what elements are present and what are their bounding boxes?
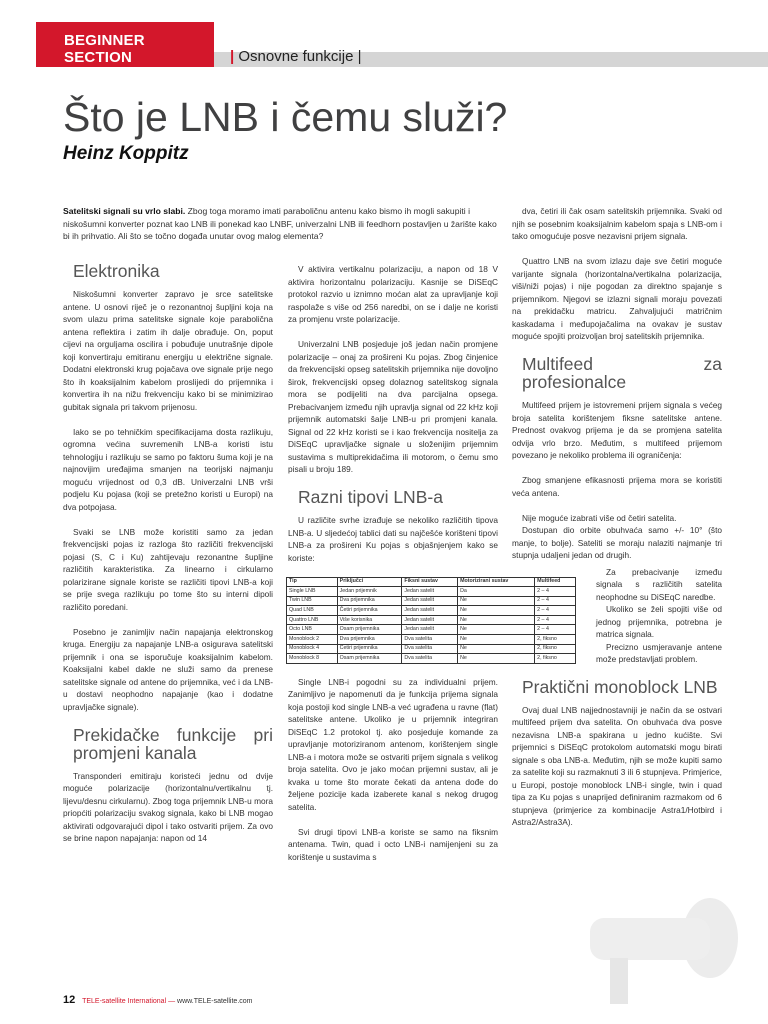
paragraph: Posebno je zanimljiv način napajanja elektronskog kruga. Energiju za napajanje LNB-a osigurava satelitski prijemnik i ona se isporučuje koaksijalnim kabelom. Koaksijalni kabel dakle ne služi samo da prenese satelitske signale od antene do prijemnika, već i da LNB-u dostavi neophodno napajanje (kao i dodatne upravljačke signale). bbox=[63, 626, 273, 712]
intro-lead: Satelitski signali su vrlo slabi. bbox=[63, 206, 186, 216]
table-cell: Dva prijemnika bbox=[337, 635, 402, 645]
image-row bbox=[512, 566, 722, 666]
lnb-connector bbox=[610, 958, 628, 1004]
column-header: Motorizirani sustav bbox=[458, 577, 535, 587]
paragraph: Zbog smanjene efikasnosti prijema mora se koristiti veća antena. bbox=[512, 475, 722, 498]
table-cell: Dva prijemnika bbox=[337, 596, 402, 606]
lnb-illustration bbox=[560, 858, 750, 1008]
heading-razni-tipovi: Razni tipovi LNB-a bbox=[298, 487, 443, 507]
table-cell: Ne bbox=[458, 606, 535, 616]
paragraph: Niskošumni konverter zapravo je srce satelitske antene. U osnovi riječ je o rezonantnoj šupljini koja na svom ulazu prima satelitske signale koje parabolična antena reflektira i zatim ih dalje obrađuje. On, poput cijevi na orguljama oscilira i pobuđuje unutrašnje dipole koji konvertiraju emitiranu energiju u električne signale. Dodatni elektronski krug pojačava ove signale prije nego što ih koaksijalnim kabelom proslijedi do prijemnika i konvertira ih na nižu frekvenciju kako bi se minimizirao gubitak signala pri takvom prijenosu. bbox=[63, 289, 273, 412]
table-cell: Single LNB bbox=[287, 587, 338, 597]
multifeed-list-continued bbox=[596, 566, 722, 666]
table-cell: Ne bbox=[458, 635, 535, 645]
footer-dash: — bbox=[168, 998, 176, 1005]
table-cell: Quattro LNB bbox=[287, 615, 338, 625]
paragraph: Nije moguće izabrati više od četiri satelita. bbox=[522, 512, 677, 523]
paragraph: dva, četiri ili čak osam satelitskih prijemnika. Svaki od njih se posebnim koaksijalnim kabelom spaja s LNB-om i tako omogućuje posve nezavisni prijem signala. bbox=[512, 206, 722, 241]
heading-elektronika: Elektronika bbox=[73, 261, 160, 281]
article-author: Heinz Koppitz bbox=[63, 143, 189, 164]
table-cell: Jedan satelit bbox=[402, 625, 458, 635]
section-name: BEGINNER SECTION bbox=[64, 32, 145, 66]
table-cell: 2 – 4 bbox=[535, 587, 576, 597]
category-label bbox=[230, 48, 362, 65]
page-number: 12 bbox=[63, 994, 76, 1006]
table-cell: Quad LNB bbox=[287, 606, 338, 616]
paragraph: V aktivira vertikalnu polarizaciju, a napon od 18 V aktivira horizontalnu polarizaciju. Kasnije se DiSEqC protokol razvio u iznimno moćan alat za upravljanje koji raspolaže s više od 256 naredbi, on se i dalje ne koristi za promjenu vrste polarizacije. bbox=[288, 264, 498, 324]
table-cell: Osam prijemnika bbox=[337, 654, 402, 664]
paragraph: Transponderi emitiraju koristeći jednu od dvije moguće polarizacije (horizontalnu/vertikalnu tj. lijevu/desnu cirkularnu). Zbog toga prijemnik LNB-u mora priopćiti polarizaciju svakog signala, kako bi LNB mogao aktivirati odgovarajući dipol i tako ostvariti prijem. Za ovo se brine napon napajanja: napon od 14 bbox=[63, 770, 273, 843]
table-cell: 2 – 4 bbox=[535, 596, 576, 606]
column-header: Fiksni sustav bbox=[402, 577, 458, 587]
paragraph: Iako se po tehničkim specifikacijama dosta razlikuju, ogromna većina suvremenih LNB-a koristi istu tehnologiju i razlikuju se samo po faktoru šuma koji je na najnovijim uređajima smanjen na teorijski najmanju moguću vrijednost od 0,3 dB. Univerzalni LNB vrši podjelu Ku pojasa (koji se pretežno koristi u Europi) na dva potpojasa. bbox=[63, 426, 273, 512]
table-cell: Jedan satelit bbox=[402, 606, 458, 616]
table-cell: 2, fiksno bbox=[535, 654, 576, 664]
column-header: Priključci bbox=[337, 577, 402, 587]
paragraph: Quattro LNB na svom izlazu daje sve četiri moguće varijante signala (horizontalna/vertikalna polarizacija, viši/niži pojas) i nije pogodan za direktno spajanje s prijemnikom. Njegovi se izlazni signali moraju povezati na prekidačku matricu. Zahvaljujući matričnim kaskadama i međupojačalima na ovakav je sustav moguće spojiti proizvoljan broj satelitskih prijemnika. bbox=[512, 256, 722, 341]
section-tab bbox=[36, 22, 214, 67]
table-cell: Ne bbox=[458, 625, 535, 635]
table-cell: Četiri prijemnika bbox=[337, 606, 402, 616]
divider: | bbox=[230, 48, 239, 65]
table-cell: Jedan satelit bbox=[402, 587, 458, 597]
column-2 bbox=[288, 263, 561, 876]
table-cell: Twin LNB bbox=[287, 596, 338, 606]
paragraph: U različite svrhe izrađuje se nekoliko različitih tipova LNB-a. U sljedećoj tablici dati su najčešće korišteni tipovi LNB-a za prošireni Ku pojas s objašnjenjem kako se koriste: bbox=[288, 515, 498, 563]
table-cell: Četiri prijemnika bbox=[337, 644, 402, 654]
table-cell: Jedan prijemnik bbox=[337, 587, 402, 597]
article-intro bbox=[63, 205, 499, 243]
table-cell: Dva satelita bbox=[402, 654, 458, 664]
table-cell: 2 – 4 bbox=[535, 615, 576, 625]
table-cell: Jedan satelit bbox=[402, 596, 458, 606]
paragraph: Precizno usmjeravanje antene može predstavljati problem. bbox=[596, 641, 722, 664]
table-cell: Monoblock 4 bbox=[287, 644, 338, 654]
table-cell: 2 – 4 bbox=[535, 606, 576, 616]
table-cell: 2 – 4 bbox=[535, 625, 576, 635]
paragraph: Svaki se LNB može koristiti samo za jedan frekvencijski pojas iz razloga što različiti frekvencijski pojasi (S, C i Ku) zahtijevaju rezonantne šupljine različitih karakteristika. Za linearno i cirkularno polarizirane signale koriste se različiti tipovi LNB-a koji se prije svega razlikuju po tome što su interni dipoli različito poredani. bbox=[63, 526, 273, 612]
table-cell: Ne bbox=[458, 596, 535, 606]
page-footer bbox=[63, 994, 253, 1006]
paragraph: Ukoliko se želi spojiti više od jednog prijemnika, potrebna je matrica signala. bbox=[596, 604, 722, 639]
table-cell: Monoblock 8 bbox=[287, 654, 338, 664]
paragraph: Za prebacivanje između signala s različitih satelita neophodne su DiSEqC naredbe. bbox=[596, 566, 722, 602]
table-cell: 2, fiksno bbox=[535, 635, 576, 645]
column-3 bbox=[512, 205, 722, 841]
paragraph: Single LNB-i pogodni su za individualni prijem. Zanimljivo je napomenuti da je funkcija prijema signala koja postoji kod single LNB-a već ugrađena u ravne (flat) satelitske antene. Ukoliko je u prijemnik integriran DiSEqC 1.2 protokol tj. ako posjeduje komande za upravljanje motoriziranom antenom, korištenjem single LNB-a i motora može se ostvariti prijem signala s velikog broja satelita. Ovo je jako moćan prijemni sustav, ali je kvaka u tome što morate čekati da antena dođe do željene pozicije kada izaberete kanal s nekog drugog satelita. bbox=[288, 676, 498, 812]
category-text: Osnovne funkcije bbox=[238, 48, 354, 65]
paragraph: Ovaj dual LNB najjednostavniji je način da se ostvari multifeed prijem dva satelita. On obuhvaća dva posve nezavisna LNB-a spakirana u jedno kućište. Svi prijemnici s DiSEqC protokolom automatski mogu birati signale s oba LNB-a. Međutim, njih se može kupiti samo za satelite koji su razmaknuti 3 ili 6 stupnjeva. Primjerice, u Europi, postoje monoblock LNB-i single, twin i quad tipa za Ku pojas s unaprijed definiranim razmakom od 6 stupnjeva (primjerice za kombinacije Astra1/Hotbird i Astra2/Astra3A). bbox=[512, 704, 722, 827]
magazine-name: TELE-satellite International bbox=[82, 998, 167, 1005]
table-cell: Da bbox=[458, 587, 535, 597]
table-cell: Dva satelita bbox=[402, 644, 458, 654]
heading-prakticni: Praktični monoblock LNB bbox=[522, 676, 718, 697]
paragraph: Dostupan dio orbite obuhvaća samo +/- 10° (što manje, to bolje). Sateliti se moraju nalaziti najmanje tri stupnja udaljeni jedan od drugih. bbox=[512, 525, 722, 560]
lnb-photo-placeholder bbox=[512, 566, 590, 666]
table-cell: Jedan satelit bbox=[402, 615, 458, 625]
paragraph: Univerzalni LNB posjeduje još jedan način promjene polarizacije – onaj za prošireni Ku pojas. Zbog činjenice da frekvencijski opseg satelitskih prijemnika nije dovoljno širok, frekvencijski opseg dolaznog satelitskog signala mora se podijeliti na dva parcijalna opsega. Prebacivanjem između njih upravlja signal od 22 kHz koji prijemnik automatski šalje LNB-u pri promjeni kanala. Signal od 22 kHz koristi se i kao frekvencija nositelja za DiSEqC upravljačke signale u složenijim prijemnim sustavima s multiprekidačima ili motorom, o čemu smo pisali u broju 189. bbox=[288, 339, 498, 474]
table-cell: Dva satelita bbox=[402, 635, 458, 645]
table-cell: Ne bbox=[458, 644, 535, 654]
article-title: Što je LNB i čemu služi? bbox=[63, 94, 508, 140]
divider: | bbox=[353, 48, 362, 65]
intro-text: Zbog toga moramo imati paraboličnu antenu kako bismo ih mogli sakupiti i niskošumni konverter poznat kao LNB ili ponekad kao LNBF, univerzalni LNB ili feedhorn postavljen u žarište kako bi ih prihvatio. Ali što se točno događa unutar ovog malog elementa? bbox=[63, 206, 497, 242]
magazine-url[interactable]: www.TELE-satellite.com bbox=[177, 998, 253, 1005]
table-cell: Više korisnika bbox=[337, 615, 402, 625]
paragraph: Svi drugi tipovi LNB-a koriste se samo na fiksnim antenama. Twin, quad i octo LNB-i namijenjeni su za korištenje u sustavima s bbox=[288, 826, 498, 862]
table-cell: 2, fiksno bbox=[535, 644, 576, 654]
column-1 bbox=[63, 258, 273, 857]
paragraph: Multifeed prijem je istovremeni prijem signala s većeg broja satelita korištenjem fiksne satelitske antene. Prednost ovakvog prijema je da se promjena satelita odvija vrlo brzo. Međutim, s multifeed prijemom povezano je nekoliko problema ili ograničenja: bbox=[512, 400, 722, 460]
table-cell: Osam prijemnika bbox=[337, 625, 402, 635]
column-header: Tip bbox=[287, 577, 338, 587]
heading-multifeed: Multifeed za profesionalce bbox=[522, 354, 722, 392]
heading-prekidacke: Prekidačke funkcije pri promjeni kanala bbox=[73, 724, 273, 763]
table-cell: Ne bbox=[458, 615, 535, 625]
table-cell: Ne bbox=[458, 654, 535, 664]
table-cell: Octo LNB bbox=[287, 625, 338, 635]
multifeed-list bbox=[512, 512, 722, 562]
table-cell: Monoblock 2 bbox=[287, 635, 338, 645]
column-header: Multifeed bbox=[535, 577, 576, 587]
lnb-body bbox=[590, 918, 710, 960]
